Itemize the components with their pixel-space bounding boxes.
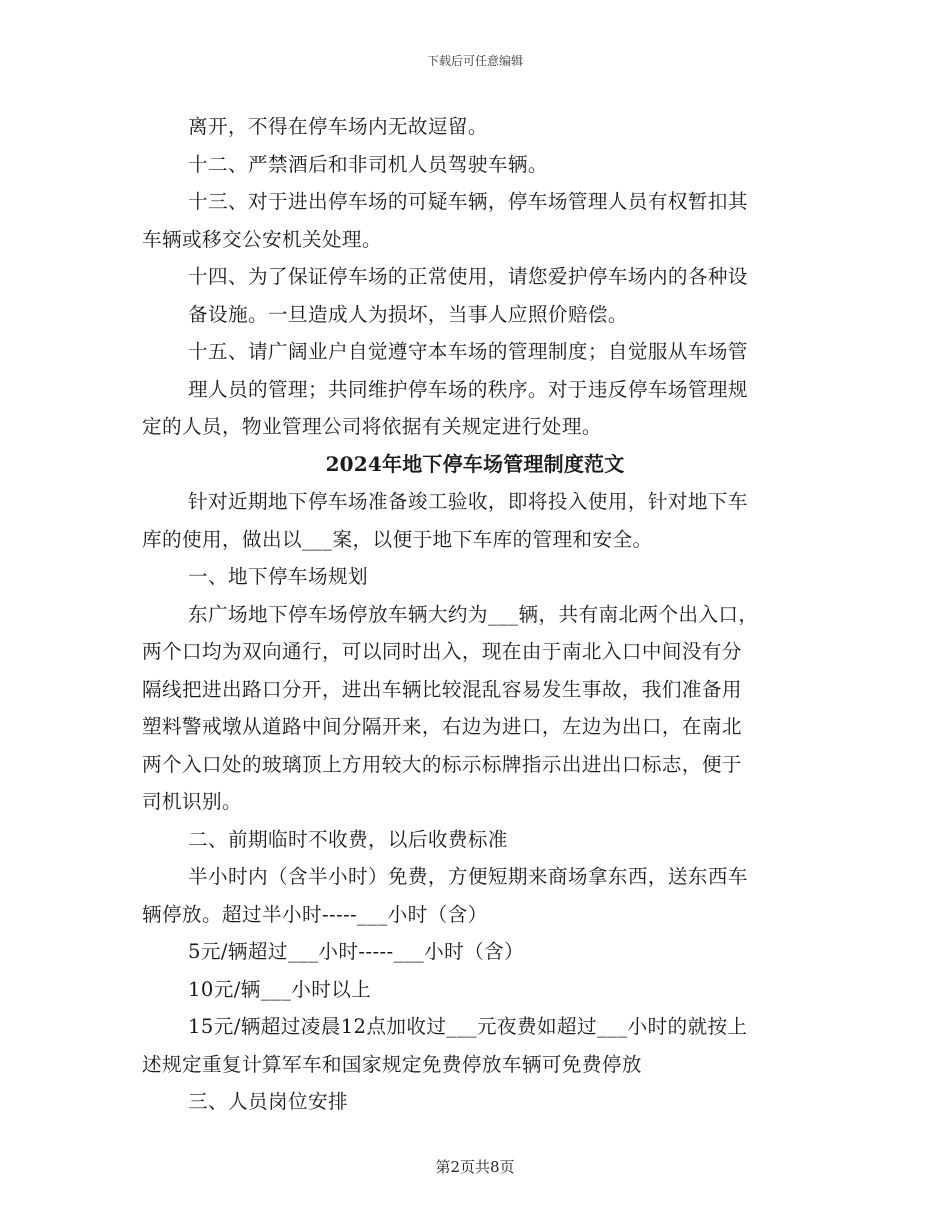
paragraph-line: 二、前期临时不收费，以后收费标准 — [188, 827, 508, 851]
paragraph-line: 10元/辆___小时以上 — [188, 977, 372, 1001]
paragraph-line: 述规定重复计算军车和国家规定免费停放车辆可免费停放 — [142, 1052, 642, 1076]
paragraph-line: 东广场地下停车场停放车辆大约为___辆，共有南北两个出入口， — [188, 602, 759, 626]
paragraph-line: 十五、请广阔业户自觉遵守本车场的管理制度；自觉服从车场管 — [188, 340, 748, 363]
paragraph-line: 理人员的管理；共同维护停车场的秩序。对于违反停车场管理规 — [188, 377, 748, 401]
paragraph-line: 库的使用，做出以___案，以便于地下车库的管理和安全。 — [142, 527, 653, 551]
page-footer: 第2页共8页 — [435, 1158, 515, 1176]
page-header: 下载后可任意编辑 — [426, 54, 523, 68]
paragraph-line: 针对近期地下停车场准备竣工验收，即将投入使用，针对地下车 — [188, 490, 748, 513]
paragraph-line: 隔线把进出路口分开，进出车辆比较混乱容易发生事故，我们准备用 — [142, 677, 742, 701]
paragraph-line: 司机识别。 — [142, 790, 242, 813]
paragraph-line: 辆停放。超过半小时-----___小时（含） — [142, 902, 488, 926]
paragraph-line: 塑料警戒墩从道路中间分隔开来，右边为进口，左边为出口，在南北 — [142, 715, 742, 738]
paragraph-line: 十四、为了保证停车场的正常使用，请您爱护停车场内的各种设 — [188, 265, 748, 288]
paragraph-line: 半小时内（含半小时）免费，方便短期来商场拿东西，送东西车 — [188, 865, 748, 888]
section-title: 2024年地下停车场管理制度范文 — [325, 451, 625, 476]
paragraph-line: 十二、严禁酒后和非司机人员驾驶车辆。 — [188, 152, 548, 176]
paragraph-line: 备设施。一旦造成人为损坏，当事人应照价赔偿。 — [188, 302, 628, 326]
document-body — [142, 108, 808, 1121]
paragraph-line: 三、人员岗位安排 — [188, 1090, 348, 1113]
paragraph-line: 定的人员，物业管理公司将依据有关规定进行处理。 — [142, 415, 602, 438]
paragraph-line: 一、地下停车场规划 — [188, 565, 368, 588]
paragraph-line: 15元/辆超过凌晨12点加收过___元夜费如超过___小时的就按上 — [188, 1015, 748, 1038]
paragraph-line: 两个口均为双向通行，可以同时出入，现在由于南北入口中间没有分 — [142, 640, 742, 663]
paragraph-line: 车辆或移交公安机关处理。 — [142, 227, 382, 251]
paragraph-line: 5元/辆超过___小时-----___小时（含） — [188, 940, 525, 963]
paragraph-line: 十三、对于进出停车场的可疑车辆，停车场管理人员有权暂扣其 — [188, 190, 748, 213]
paragraph-line: 离开，不得在停车场内无故逗留。 — [188, 115, 488, 138]
paragraph-line: 两个入口处的玻璃顶上方用较大的标示标牌指示出进出口标志，便于 — [142, 752, 742, 776]
